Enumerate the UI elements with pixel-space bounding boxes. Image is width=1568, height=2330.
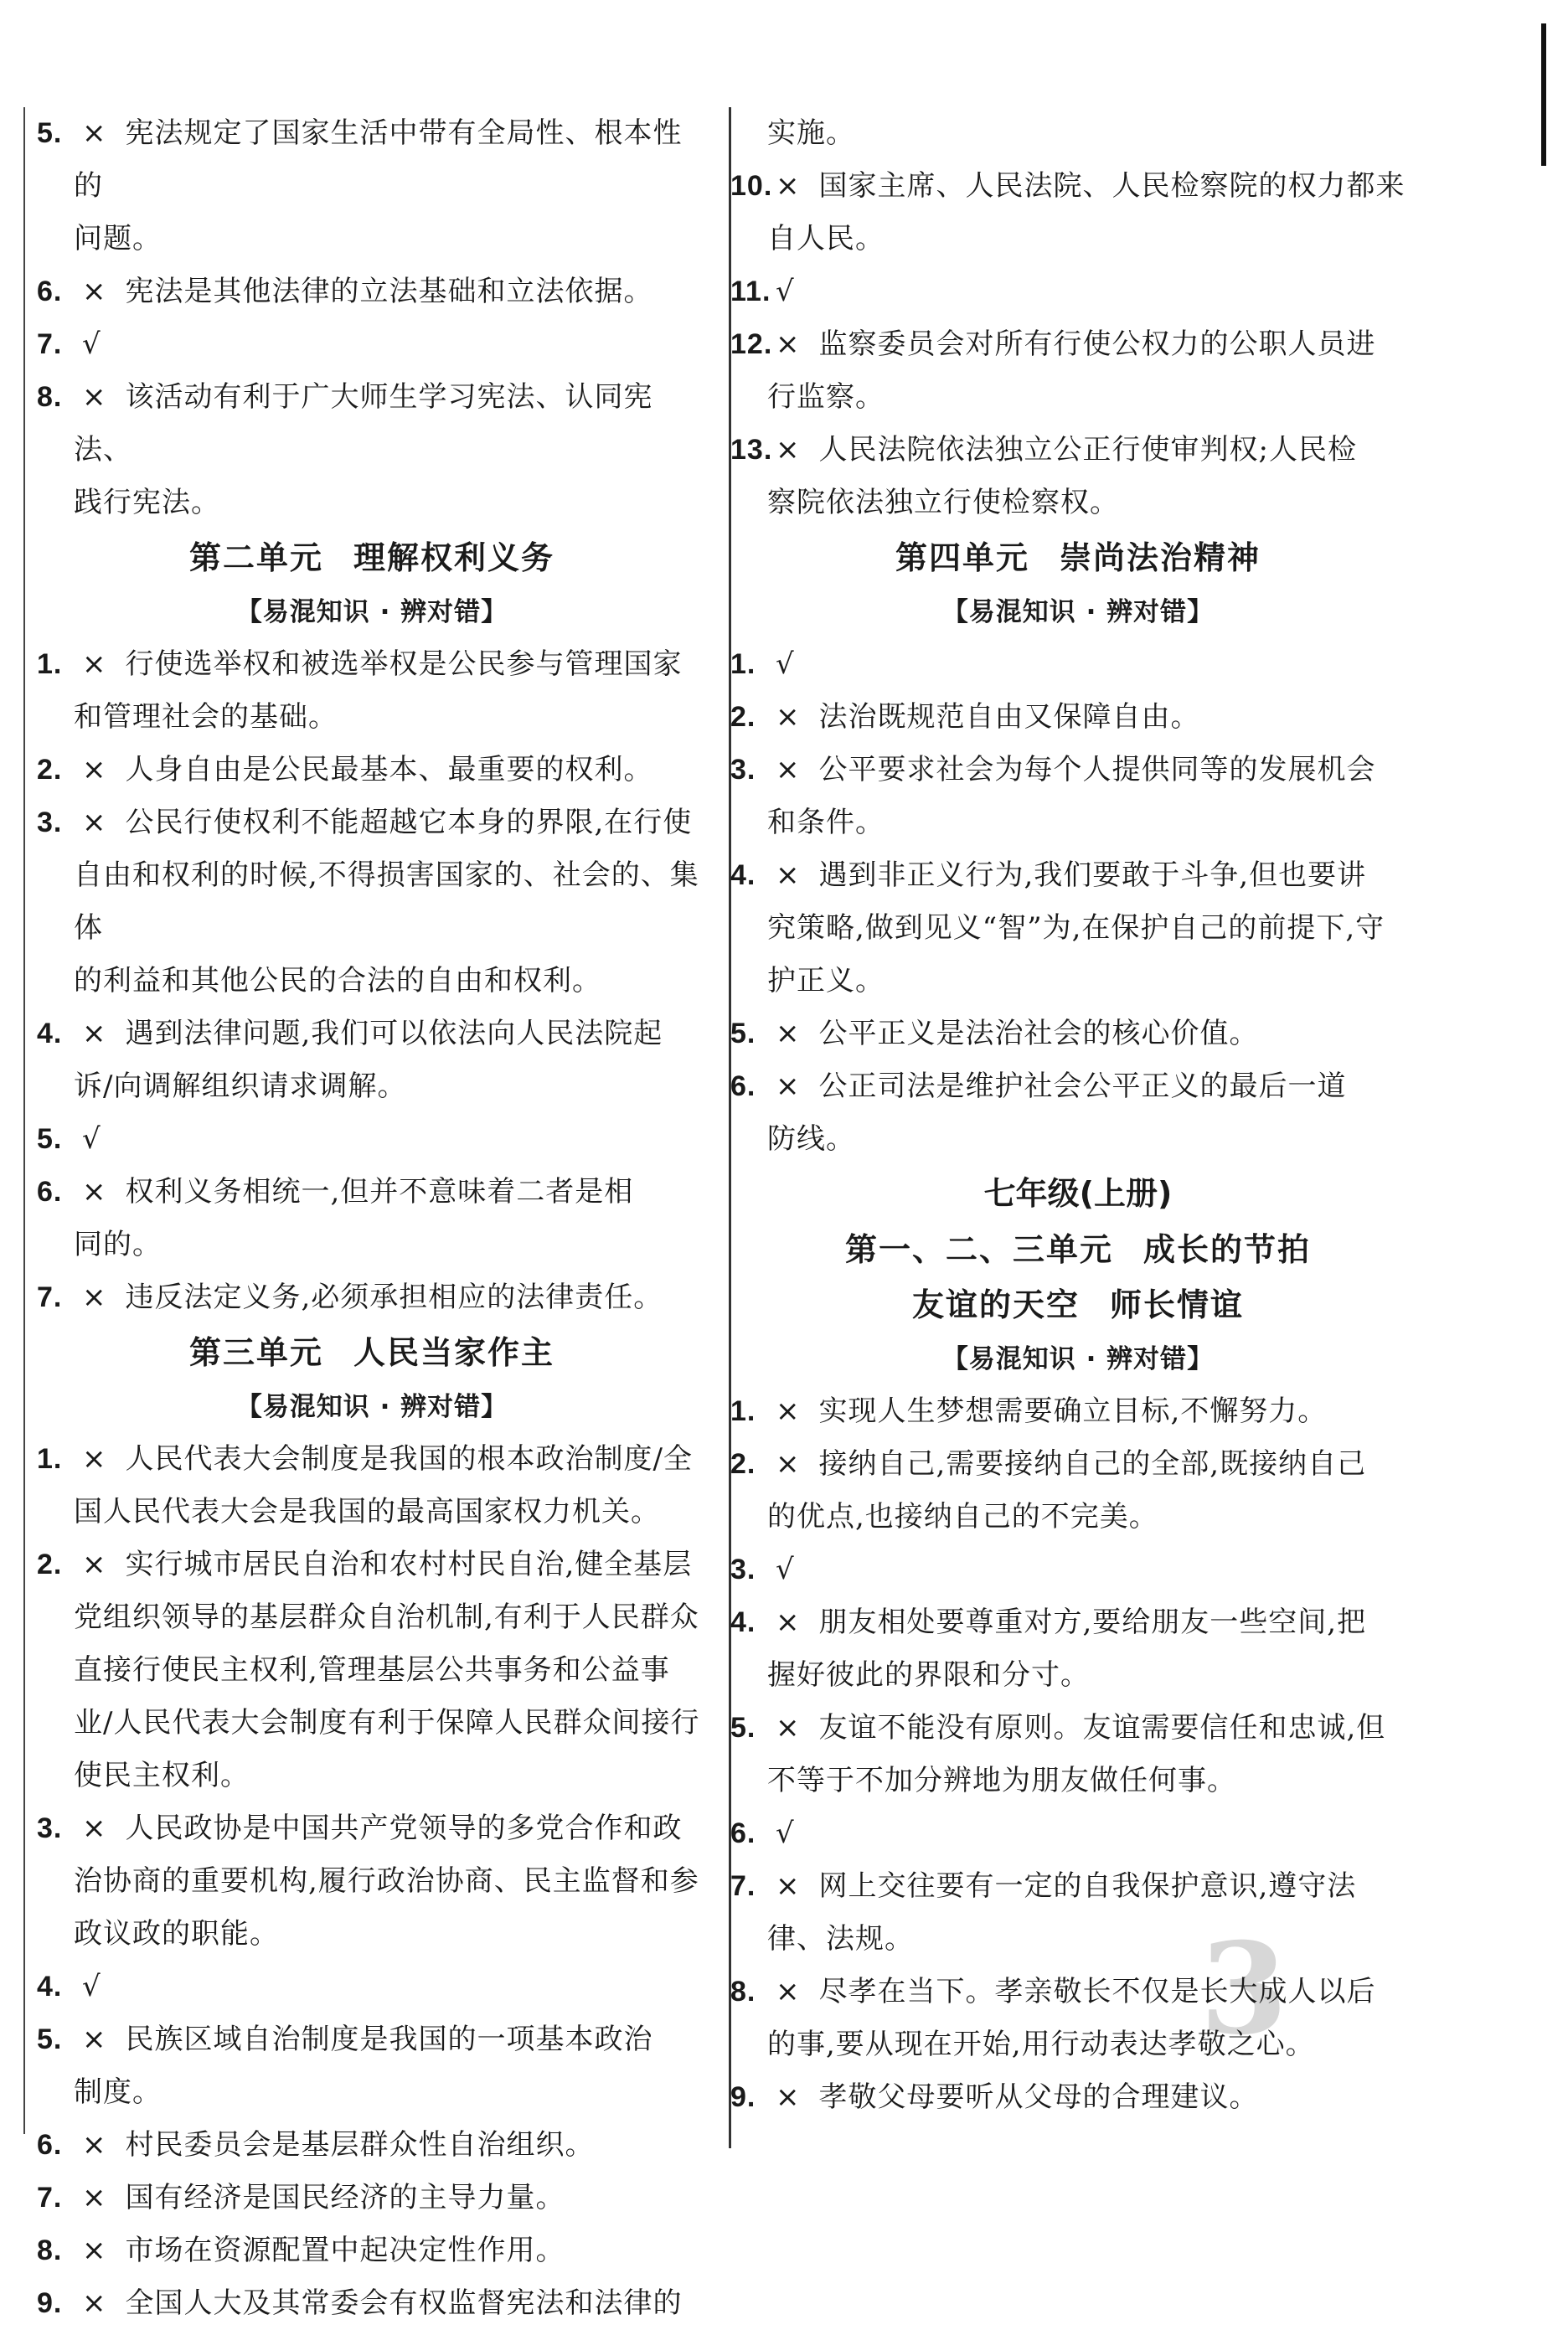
answer-mark: × — [82, 2023, 107, 2056]
item-continuation: 和管理社会的基础。 — [74, 700, 338, 734]
answer-mark: × — [776, 1394, 801, 1428]
grade-subtitle: 【易混知识 · 辨对错】 — [941, 1344, 1215, 1374]
item-continuation: 的利益和其他公民的合法的自由和权利。 — [74, 964, 601, 997]
item-number: 9. — [730, 2081, 756, 2113]
answer-mark: √ — [776, 647, 795, 681]
item-text: 监察委员会对所有行使公权力的公职人员进 — [818, 327, 1376, 361]
page-edge-bar — [1541, 23, 1546, 166]
item-number: 10. — [730, 170, 773, 202]
item-number: 3. — [37, 807, 63, 838]
item-text: 尽孝在当下。孝亲敬长不仅是长大成人以后 — [818, 1975, 1376, 2008]
unit2-items — [37, 638, 707, 1324]
answer-item — [730, 849, 1426, 902]
answer-item — [730, 744, 1426, 796]
answer-mark: × — [776, 1447, 801, 1481]
item-number: 7. — [730, 1870, 756, 1902]
item-continuation: 的事,要从现在开始,用行动表达孝敬之心。 — [767, 2028, 1315, 2061]
grade-unit-subtitle: 友谊的天空 师长情谊 — [911, 1286, 1245, 1323]
item-text: 公平正义是法治社会的核心价值。 — [818, 1017, 1259, 1050]
item-continuation: 治协商的重要机构,履行政治协商、民主监督和参 — [74, 1864, 699, 1898]
answer-mark: × — [776, 1606, 801, 1639]
answer-mark: √ — [82, 327, 101, 361]
answer-mark: √ — [776, 1553, 795, 1586]
left-margin-rule — [23, 107, 25, 2134]
unit2-title: 第二单元 理解权利义务 — [188, 539, 555, 576]
item-number: 1. — [730, 1395, 756, 1427]
item-text: 违反法定义务,必须承担相应的法律责任。 — [125, 1281, 663, 1314]
item-continuation: 国人民代表大会是我国的最高国家权力机关。 — [74, 1495, 660, 1528]
item-number: 4. — [730, 859, 756, 891]
item-text: 宪法规定了国家生活中带有全局性、根本性的 — [74, 116, 683, 203]
answer-item — [37, 107, 707, 213]
item-number: 1. — [730, 648, 756, 680]
answer-item — [730, 1060, 1426, 1113]
answer-item — [730, 424, 1426, 477]
grade-items — [730, 1385, 1426, 2124]
unit3-items — [37, 1433, 707, 2330]
answer-mark: × — [82, 1017, 107, 1050]
item-continuation: 同的。 — [74, 1228, 162, 1261]
answer-mark: × — [776, 1017, 801, 1050]
item-text: 行使选举权和被选举权是公民参与管理国家 — [125, 647, 683, 681]
item-number: 12. — [730, 328, 773, 360]
item-text: 网上交往要有一定的自我保护意识,遵守法 — [818, 1869, 1357, 1903]
answer-item — [37, 744, 707, 796]
item-number: 3. — [730, 754, 756, 786]
item-continuation: 握好彼此的界限和分寸。 — [767, 1658, 1090, 1692]
item-continuation: 使民主权利。 — [74, 1759, 250, 1792]
answer-mark: × — [82, 1442, 107, 1476]
item-text: 公正司法是维护社会公平正义的最后一道 — [818, 1070, 1347, 1103]
unit4-subtitle: 【易混知识 · 辨对错】 — [941, 597, 1215, 627]
item-number: 5. — [37, 1123, 63, 1155]
answer-mark: √ — [82, 1122, 101, 1156]
item-number: 2. — [37, 1549, 63, 1580]
answer-mark: × — [776, 858, 801, 892]
item-text: 朋友相处要尊重对方,要给朋友一些空间,把 — [818, 1606, 1367, 1639]
item-number: 3. — [37, 1812, 63, 1844]
answer-mark: × — [776, 1070, 801, 1103]
answer-item — [37, 1961, 707, 2013]
item-text: 公民行使权利不能超越它本身的界限,在行使 — [125, 806, 693, 839]
right-column — [730, 107, 1426, 2148]
answer-item — [730, 1966, 1426, 2018]
item-number: 6. — [730, 1070, 756, 1102]
item-number: 13. — [730, 434, 773, 466]
answer-mark: × — [776, 753, 801, 786]
item-text: 人身自由是公民最基本、最重要的权利。 — [125, 753, 653, 786]
item-number: 7. — [37, 2182, 63, 2214]
item-number: 4. — [37, 1971, 63, 2003]
answer-mark: × — [82, 2286, 107, 2320]
item-text: 法治既规范自由又保障自由。 — [818, 700, 1200, 734]
answer-mark: × — [82, 2234, 107, 2267]
item-text: 遇到非正义行为,我们要敢于斗争,但也要讲 — [818, 858, 1367, 892]
answer-mark: × — [82, 647, 107, 681]
carry-over-text: 实施。 — [767, 116, 855, 150]
item-continuation: 业/人民代表大会制度有利于保障人民群众间接行 — [74, 1706, 700, 1740]
answer-mark: × — [776, 700, 801, 734]
unit3-subtitle: 【易混知识 · 辨对错】 — [235, 1392, 508, 1422]
item-continuation: 诉/向调解组织请求调解。 — [74, 1070, 407, 1103]
item-continuation: 防线。 — [767, 1122, 855, 1156]
item-number: 5. — [37, 2023, 63, 2055]
answer-item — [37, 1802, 707, 1855]
answer-mark: × — [776, 1711, 801, 1745]
item-number: 2. — [37, 754, 63, 786]
item-text: 友谊不能没有原则。友谊需要信任和忠诚,但 — [818, 1711, 1386, 1745]
answer-mark: × — [82, 380, 107, 414]
item-number: 3. — [730, 1554, 756, 1585]
item-text: 国家主席、人民法院、人民检察院的权力都来 — [818, 169, 1406, 203]
answer-mark: × — [776, 1975, 801, 2008]
item-continuation: 制度。 — [74, 2075, 162, 2109]
item-text: 公平要求社会为每个人提供同等的发展机会 — [818, 753, 1376, 786]
item-number: 8. — [37, 381, 63, 413]
left-top-items — [37, 107, 707, 529]
item-number: 6. — [37, 276, 63, 307]
answer-item — [37, 796, 707, 849]
item-continuation: 护正义。 — [767, 964, 885, 997]
item-text: 人民代表大会制度是我国的根本政治制度/全 — [125, 1442, 693, 1476]
item-number: 6. — [37, 1176, 63, 1208]
item-text: 人民法院依法独立公正行使审判权;人民检 — [818, 433, 1357, 467]
answer-item — [37, 371, 707, 477]
item-number: 9. — [37, 2287, 63, 2319]
item-text: 权利义务相统一,但并不意味着二者是相 — [125, 1175, 634, 1209]
answer-mark: × — [82, 1548, 107, 1581]
item-continuation: 的优点,也接纳自己的不完美。 — [767, 1500, 1158, 1534]
unit3-title: 第三单元 人民当家作主 — [188, 1334, 555, 1371]
answer-item — [37, 1008, 707, 1060]
item-text: 宪法是其他法律的立法基础和立法依据。 — [125, 275, 653, 308]
item-continuation: 践行宪法。 — [74, 486, 220, 519]
item-continuation: 律、法规。 — [767, 1922, 914, 1956]
item-continuation: 察院依法独立行使检察权。 — [767, 486, 1119, 519]
item-number: 2. — [730, 1448, 756, 1480]
item-continuation: 究策略,做到见义“智”为,在保护自己的前提下,守 — [767, 911, 1385, 945]
answer-mark: √ — [776, 1817, 795, 1850]
right-top-items — [730, 160, 1426, 529]
answer-mark: × — [776, 1869, 801, 1903]
item-continuation: 和条件。 — [767, 806, 885, 839]
answer-item — [730, 265, 1426, 318]
answer-item — [730, 1860, 1426, 1913]
unit4-items — [730, 638, 1426, 1166]
answer-item — [37, 1166, 707, 1219]
grade-unit-title: 第一、二、三单元 成长的节拍 — [844, 1231, 1312, 1268]
answer-mark: × — [82, 275, 107, 308]
answer-item — [730, 1438, 1426, 1491]
answer-item — [730, 2071, 1426, 2124]
item-text: 实行城市居民自治和农村村民自治,健全基层 — [125, 1548, 693, 1581]
answer-item — [37, 2013, 707, 2066]
item-number: 1. — [37, 1443, 63, 1475]
item-number: 2. — [730, 701, 756, 733]
item-number: 7. — [37, 1281, 63, 1313]
page-number-watermark: 3 — [1199, 1915, 1288, 2063]
left-column — [37, 107, 731, 2320]
unit2-subtitle: 【易混知识 · 辨对错】 — [235, 597, 508, 627]
item-text: 接纳自己,需要接纳自己的全部,既接纳自己 — [818, 1447, 1367, 1481]
item-text: 实现人生梦想需要确立目标,不懈努力。 — [818, 1394, 1328, 1428]
answer-item — [730, 1385, 1426, 1438]
item-text: 全国人大及其常委会有权监督宪法和法律的 — [125, 2286, 683, 2320]
item-text: 孝敬父母要听从父母的合理建议。 — [818, 2080, 1259, 2114]
answer-item — [37, 2119, 707, 2172]
item-text: 人民政协是中国共产党领导的多党合作和政 — [125, 1812, 683, 1845]
answer-mark: × — [82, 2128, 107, 2162]
item-number: 6. — [730, 1817, 756, 1849]
answer-item — [37, 2277, 707, 2330]
item-text: 市场在资源配置中起决定性作用。 — [125, 2234, 565, 2267]
answer-item — [37, 638, 707, 691]
item-number: 4. — [730, 1606, 756, 1638]
item-continuation: 自由和权利的时候,不得损害国家的、社会的、集体 — [74, 858, 699, 945]
answer-item — [37, 2224, 707, 2277]
answer-mark: × — [82, 753, 107, 786]
answer-item — [730, 1596, 1426, 1649]
answer-item — [730, 318, 1426, 371]
answer-item — [37, 1433, 707, 1486]
answer-mark: × — [82, 1281, 107, 1314]
answer-mark: √ — [82, 1970, 101, 2003]
item-continuation: 直接行使民主权利,管理基层公共事务和公益事 — [74, 1653, 670, 1687]
answer-item — [37, 2172, 707, 2224]
grade-title: 七年级(上册) — [983, 1175, 1173, 1212]
answer-item — [37, 265, 707, 318]
answer-mark: × — [82, 806, 107, 839]
answer-mark: × — [82, 1812, 107, 1845]
item-text: 该活动有利于广大师生学习宪法、认同宪法、 — [74, 380, 653, 467]
answer-item — [730, 1702, 1426, 1755]
answer-mark: × — [776, 327, 801, 361]
item-number: 5. — [37, 117, 63, 149]
item-number: 8. — [37, 2235, 63, 2266]
item-text: 民族区域自治制度是我国的一项基本政治 — [125, 2023, 653, 2056]
item-continuation: 行监察。 — [767, 380, 885, 414]
answer-item — [730, 1008, 1426, 1060]
answer-item — [730, 638, 1426, 691]
item-continuation: 自人民。 — [767, 222, 885, 255]
item-number: 5. — [730, 1018, 756, 1049]
answer-mark: × — [776, 169, 801, 203]
answer-item — [730, 1807, 1426, 1860]
answer-mark: × — [776, 2080, 801, 2114]
item-continuation: 政议政的职能。 — [74, 1917, 279, 1951]
answer-item — [37, 1539, 707, 1591]
answer-mark: × — [82, 2181, 107, 2214]
answer-mark: × — [82, 116, 107, 150]
item-number: 11. — [730, 276, 771, 307]
answer-item — [730, 1544, 1426, 1596]
item-number: 7. — [37, 328, 63, 360]
item-continuation: 问题。 — [74, 222, 162, 255]
item-continuation: 不等于不加分辨地为朋友做任何事。 — [767, 1764, 1236, 1797]
unit4-title: 第四单元 崇尚法治精神 — [895, 539, 1261, 576]
item-continuation: 党组织领导的基层群众自治机制,有利于人民群众 — [74, 1601, 699, 1634]
item-number: 5. — [730, 1712, 756, 1744]
item-number: 6. — [37, 2129, 63, 2161]
item-text: 村民委员会是基层群众性自治组织。 — [125, 2128, 595, 2162]
item-number: 8. — [730, 1976, 756, 2008]
item-text: 遇到法律问题,我们可以依法向人民法院起 — [125, 1017, 663, 1050]
answer-item — [37, 318, 707, 371]
answer-item — [730, 691, 1426, 744]
answer-mark: × — [776, 433, 801, 467]
answer-item — [37, 1113, 707, 1166]
item-number: 4. — [37, 1018, 63, 1049]
answer-item — [730, 160, 1426, 213]
answer-mark: × — [82, 1175, 107, 1209]
answer-mark: √ — [776, 275, 795, 308]
answer-item — [37, 1271, 707, 1324]
item-text: 国有经济是国民经济的主导力量。 — [125, 2181, 565, 2214]
item-number: 1. — [37, 648, 63, 680]
